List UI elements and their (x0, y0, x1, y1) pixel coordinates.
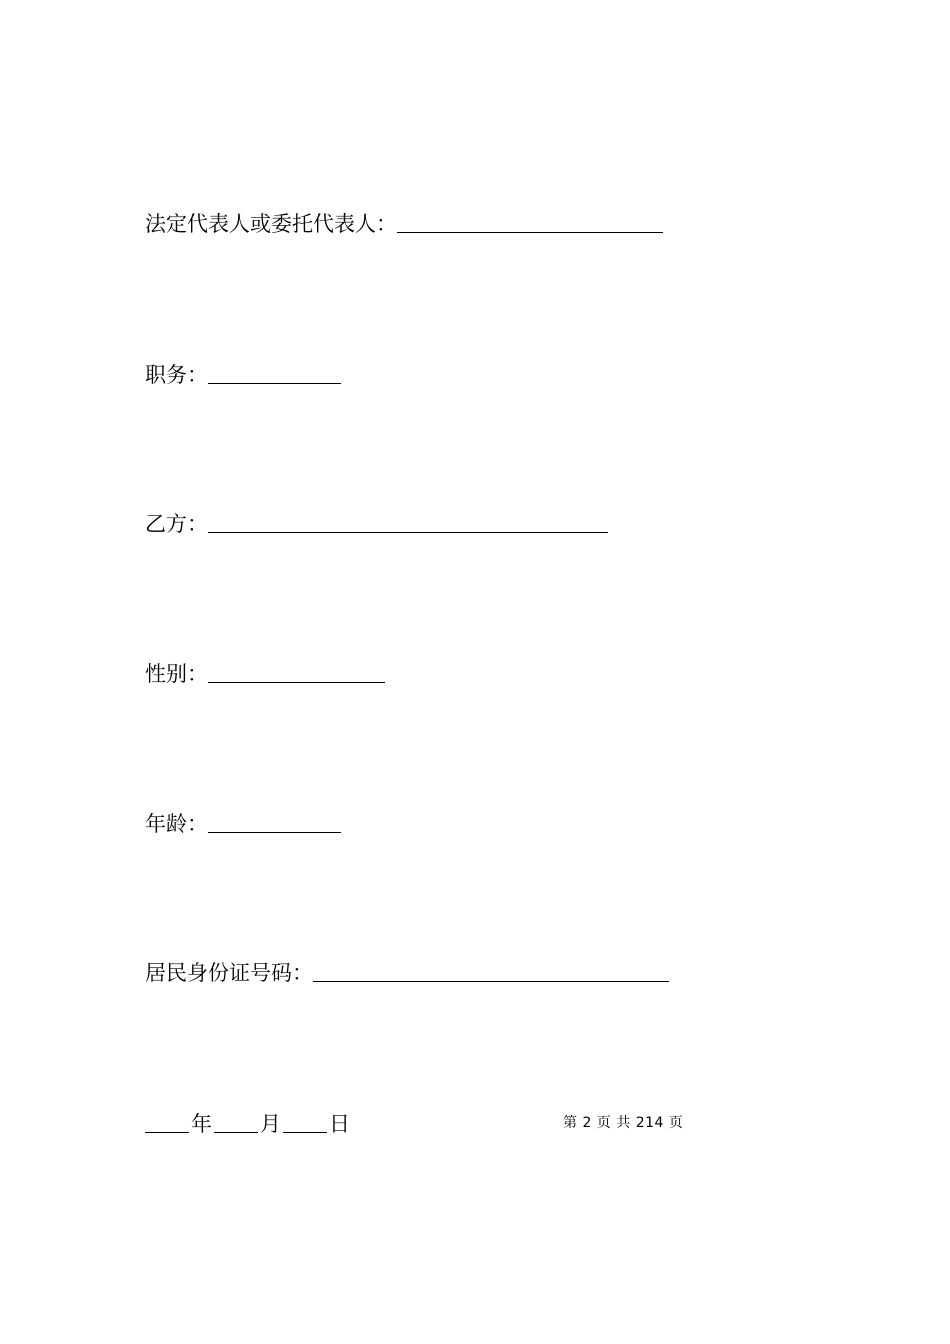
position-field (145, 358, 341, 388)
day-unit: 日 (329, 1112, 350, 1136)
id-number-field (145, 956, 669, 986)
id-number-label: 居民身份证号码： (145, 961, 313, 985)
position-label: 职务： (145, 363, 208, 387)
page-number: 第 2 页 共 214 页 (563, 1115, 684, 1131)
party-b-blank (208, 508, 608, 533)
year-blank (145, 1108, 189, 1133)
gender-blank (208, 658, 385, 683)
legal-rep-field (145, 207, 663, 237)
year-unit: 年 (191, 1112, 212, 1136)
age-label: 年龄： (145, 812, 208, 836)
age-field (145, 807, 341, 837)
position-blank (208, 359, 341, 384)
month-unit: 月 (260, 1112, 281, 1136)
date-line (145, 1107, 352, 1137)
legal-rep-blank (397, 208, 663, 233)
id-number-blank (313, 957, 669, 982)
day-blank (283, 1108, 327, 1133)
gender-field (145, 657, 385, 687)
party-b-field (145, 507, 608, 537)
party-b-label: 乙方： (145, 512, 208, 536)
legal-rep-label: 法定代表人或委托代表人： (145, 212, 397, 236)
age-blank (208, 808, 341, 833)
month-blank (214, 1108, 258, 1133)
gender-label: 性别： (145, 662, 208, 686)
